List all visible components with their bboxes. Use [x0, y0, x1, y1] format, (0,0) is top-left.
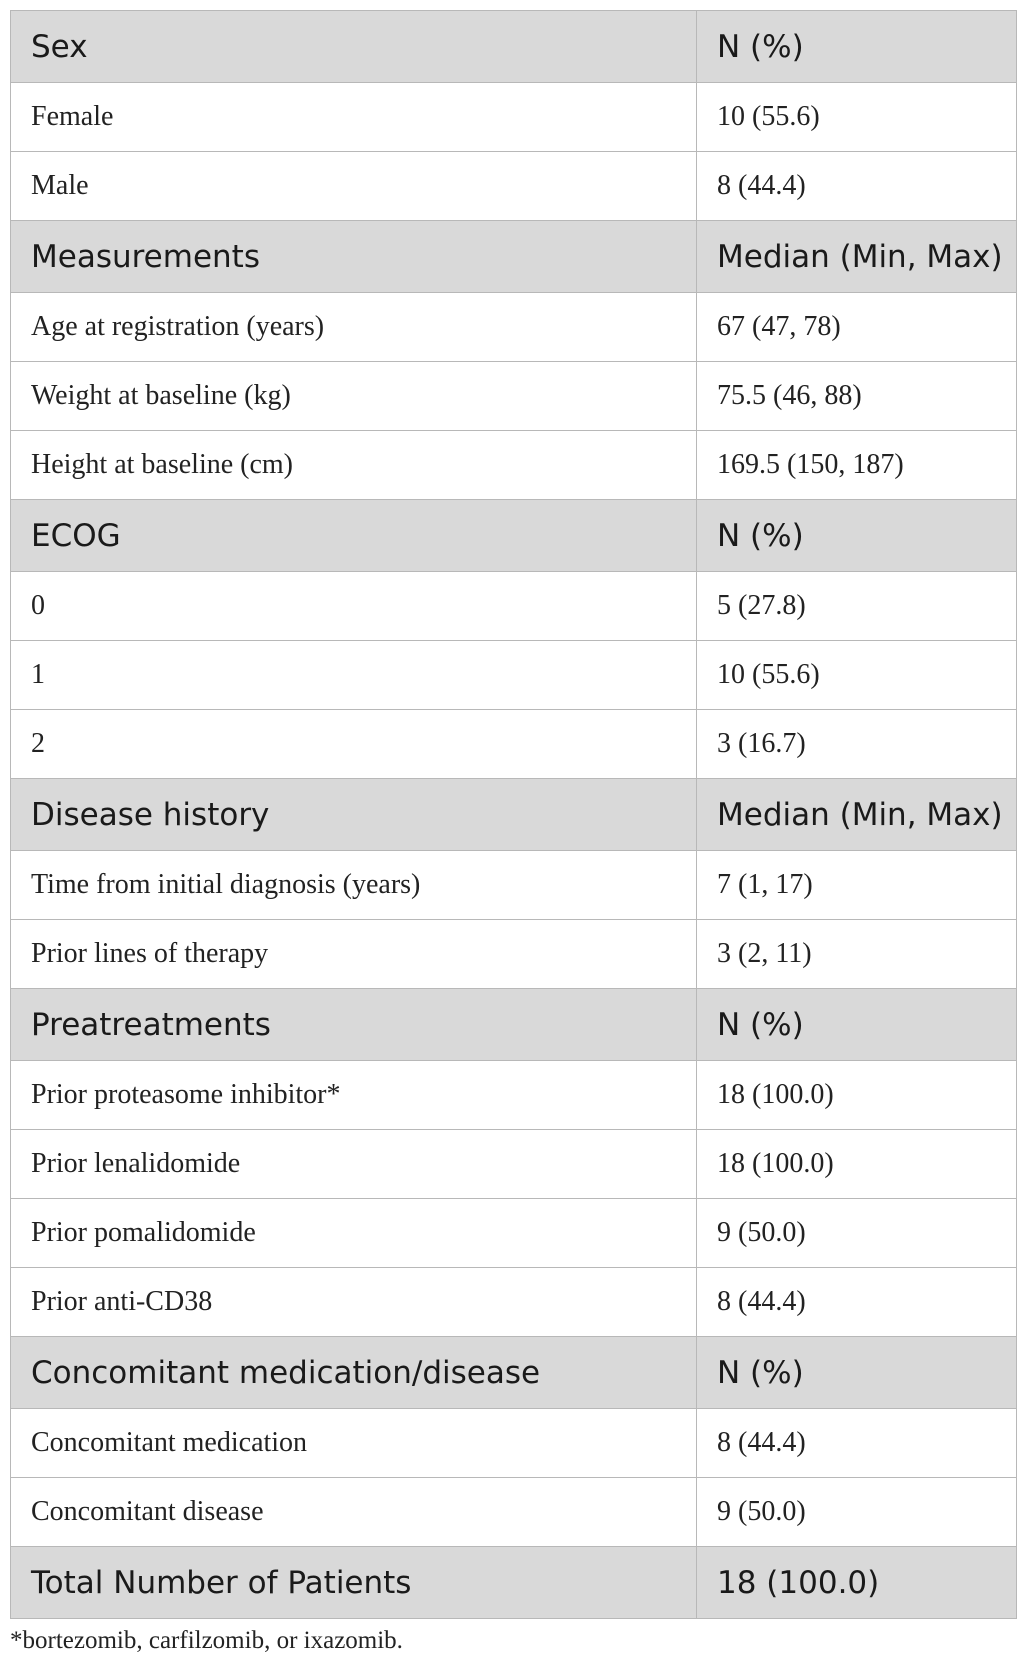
table-row — [11, 1061, 1017, 1130]
value-cell: 9 (50.0) — [697, 1199, 1017, 1268]
value-cell: 67 (47, 78) — [697, 293, 1017, 362]
value-cell: 9 (50.0) — [697, 1478, 1017, 1547]
label-cell: Weight at baseline (kg) — [11, 362, 697, 431]
label-cell: Sex — [11, 11, 697, 83]
label-cell: 0 — [11, 572, 697, 641]
value-cell: 5 (27.8) — [697, 572, 1017, 641]
value-cell: 18 (100.0) — [697, 1547, 1017, 1619]
label-cell: Prior lenalidomide — [11, 1130, 697, 1199]
value-cell: N (%) — [697, 11, 1017, 83]
section-header-row — [11, 779, 1017, 851]
table-row — [11, 1130, 1017, 1199]
value-cell: 18 (100.0) — [697, 1130, 1017, 1199]
table-row — [11, 1409, 1017, 1478]
table-body — [11, 11, 1017, 1619]
label-cell: Concomitant disease — [11, 1478, 697, 1547]
value-cell: 18 (100.0) — [697, 1061, 1017, 1130]
table-row — [11, 851, 1017, 920]
patient-characteristics-table-container — [10, 10, 1016, 1619]
label-cell: Height at baseline (cm) — [11, 431, 697, 500]
label-cell: Prior proteasome inhibitor* — [11, 1061, 697, 1130]
section-header-row — [11, 11, 1017, 83]
value-cell: 3 (2, 11) — [697, 920, 1017, 989]
section-header-row — [11, 221, 1017, 293]
table-row — [11, 1478, 1017, 1547]
value-cell: 8 (44.4) — [697, 152, 1017, 221]
value-cell: Median (Min, Max) — [697, 221, 1017, 293]
table-row — [11, 362, 1017, 431]
value-cell: 75.5 (46, 88) — [697, 362, 1017, 431]
table-row — [11, 1268, 1017, 1337]
value-cell: 8 (44.4) — [697, 1268, 1017, 1337]
table-footnote: *bortezomib, carfilzomib, or ixazomib. — [10, 1627, 403, 1654]
table-row — [11, 920, 1017, 989]
label-cell: Disease history — [11, 779, 697, 851]
section-header-row — [11, 500, 1017, 572]
label-cell: ECOG — [11, 500, 697, 572]
label-cell: 1 — [11, 641, 697, 710]
table-row — [11, 152, 1017, 221]
label-cell: Prior pomalidomide — [11, 1199, 697, 1268]
value-cell: 10 (55.6) — [697, 83, 1017, 152]
label-cell: 2 — [11, 710, 697, 779]
table-row — [11, 293, 1017, 362]
label-cell: Time from initial diagnosis (years) — [11, 851, 697, 920]
value-cell: Median (Min, Max) — [697, 779, 1017, 851]
table-row — [11, 641, 1017, 710]
value-cell: 7 (1, 17) — [697, 851, 1017, 920]
value-cell: 8 (44.4) — [697, 1409, 1017, 1478]
table-row — [11, 431, 1017, 500]
value-cell: N (%) — [697, 500, 1017, 572]
label-cell: Total Number of Patients — [11, 1547, 697, 1619]
table-row — [11, 1199, 1017, 1268]
value-cell: 3 (16.7) — [697, 710, 1017, 779]
table-row — [11, 710, 1017, 779]
patient-characteristics-table — [10, 10, 1017, 1619]
value-cell: 10 (55.6) — [697, 641, 1017, 710]
label-cell: Concomitant medication/disease — [11, 1337, 697, 1409]
section-header-row — [11, 1337, 1017, 1409]
label-cell: Preatreatments — [11, 989, 697, 1061]
table-row — [11, 572, 1017, 641]
label-cell: Age at registration (years) — [11, 293, 697, 362]
value-cell: N (%) — [697, 989, 1017, 1061]
label-cell: Prior anti-CD38 — [11, 1268, 697, 1337]
section-header-row — [11, 989, 1017, 1061]
table-row — [11, 83, 1017, 152]
label-cell: Prior lines of therapy — [11, 920, 697, 989]
label-cell: Measurements — [11, 221, 697, 293]
total-row — [11, 1547, 1017, 1619]
label-cell: Male — [11, 152, 697, 221]
value-cell: 169.5 (150, 187) — [697, 431, 1017, 500]
label-cell: Female — [11, 83, 697, 152]
value-cell: N (%) — [697, 1337, 1017, 1409]
label-cell: Concomitant medication — [11, 1409, 697, 1478]
